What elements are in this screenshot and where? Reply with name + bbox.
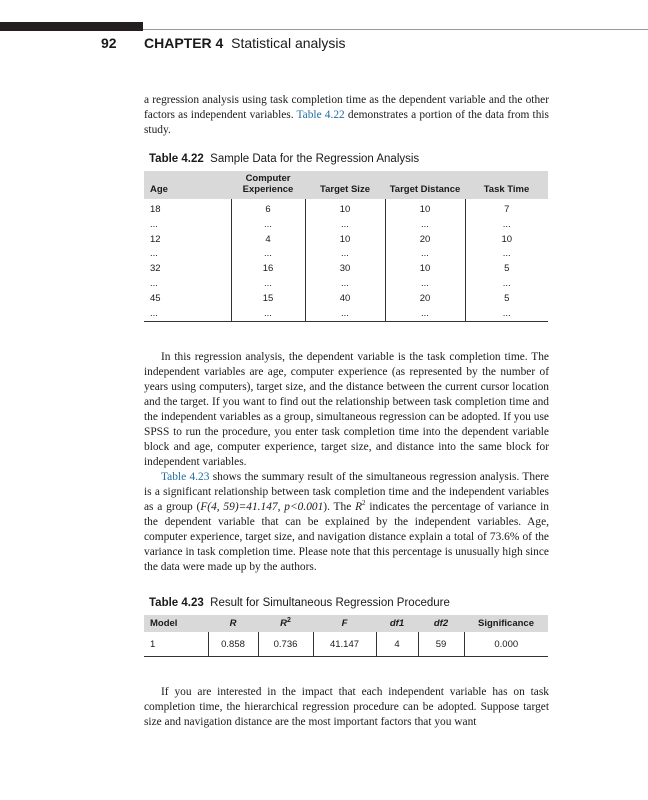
table-row [144, 277, 548, 292]
column-header: Age [144, 171, 231, 199]
cell: ... [305, 218, 385, 233]
cell: 12 [150, 233, 161, 245]
cell: 6 [231, 199, 305, 218]
cell: 0.858 [208, 632, 258, 657]
cell: 10 [385, 262, 465, 277]
cell: 20 [385, 292, 465, 307]
table-4-23-link[interactable]: Table 4.23 [161, 471, 210, 483]
column-header [208, 615, 258, 632]
table-row [144, 199, 548, 218]
cell: 5 [465, 262, 548, 277]
cell: 1 [144, 632, 208, 657]
chapter-title: Statistical analysis [231, 35, 346, 51]
caption-text: Result for Simultaneous Regression Procedure [210, 597, 450, 609]
cell: ... [385, 307, 465, 322]
cell: 32 [150, 263, 161, 275]
cell: 10 [305, 233, 385, 248]
table-row [144, 292, 548, 307]
cell: ... [305, 277, 385, 292]
column-header: Task Time [465, 171, 548, 199]
cell: ... [465, 277, 548, 292]
page-number: 92 [101, 35, 117, 51]
superscript: 2 [362, 499, 366, 508]
table-row [144, 247, 548, 262]
header-f: F [341, 618, 348, 629]
cell: ... [150, 248, 158, 260]
stat-span: F(4, 59)=41.147, p<0.001 [200, 501, 324, 513]
paragraph-1: In this regression analysis, the dependent variable is the task completion time. The independent variables are age, computer experience (as represented by the number of years using computers), target size, and the distance between the current cursor location and the target. If you want to find out the relationship between task completion time and the independent variables as a group, simultaneous regression can be adopted. If you use SPSS to run the procedure, you enter task completion time into the dependent variable block and age, computer experience, target size, and distance into the same block for independent variables. [144, 351, 549, 468]
table-row [144, 307, 548, 322]
superscript: 2 [286, 616, 291, 624]
cell: 16 [231, 262, 305, 277]
cell: ... [385, 277, 465, 292]
header-bar [0, 22, 143, 31]
closing-text [144, 685, 549, 730]
cell: 59 [418, 632, 464, 657]
caption-number: Table 4.22 [149, 153, 204, 165]
column-header: Significance [464, 615, 548, 632]
table-4-23-caption [149, 597, 450, 609]
cell: 15 [231, 292, 305, 307]
cell: 10 [385, 199, 465, 218]
table-4-22 [144, 171, 548, 322]
cell: 18 [150, 204, 161, 215]
column-header: Target Size [305, 171, 385, 199]
header-r2: R [280, 618, 287, 629]
chapter-label: CHAPTER 4 [144, 35, 224, 51]
cell: 4 [231, 233, 305, 248]
text-span: shows the summary result of the simultaneous regression analysis. There is a significant relationship between task completion time and the independent variables as a group ( [144, 471, 549, 513]
table-4-22-caption [149, 153, 419, 165]
cell: 30 [305, 262, 385, 277]
table-row [144, 632, 548, 657]
caption-text: Sample Data for the Regression Analysis [210, 153, 420, 165]
cell: ... [465, 218, 548, 233]
cell: ... [144, 307, 231, 322]
paragraph-2 [144, 470, 549, 575]
cell: ... [385, 218, 465, 233]
cell: ... [150, 277, 158, 289]
column-header [376, 615, 418, 632]
cell: 41.147 [313, 632, 376, 657]
column-header [313, 615, 376, 632]
table-row [144, 233, 548, 248]
cell: 40 [305, 292, 385, 307]
header-df2: df2 [433, 618, 449, 629]
table-row [144, 262, 548, 277]
chapter-heading [144, 35, 346, 51]
text-span: ). The [323, 501, 356, 513]
body-text [144, 350, 549, 575]
column-header [258, 615, 313, 632]
header-rule [143, 29, 648, 30]
cell: ... [385, 247, 465, 262]
cell: 10 [465, 233, 548, 248]
cell: ... [150, 218, 158, 230]
column-header: Computer Experience [231, 171, 305, 199]
header-r: R [229, 618, 237, 629]
text-span: indicates the percentage of variance in the dependent variable that can be explained by the independent variables. Age, computer experience, target size, and navigation distance explain a total of 73.6% of the variance in task completion time. Please note that this percentage is unusually high since the data were made up by the authors. [144, 501, 550, 573]
cell: 5 [465, 292, 548, 307]
table-4-23 [144, 615, 548, 657]
cell: ... [231, 247, 305, 262]
header-df1: df1 [389, 618, 405, 629]
cell: ... [305, 307, 385, 322]
cell: ... [465, 307, 548, 322]
cell: 0.736 [258, 632, 313, 657]
cell: 45 [150, 292, 161, 304]
intro-text-2: demonstrates a portion of the data from this study. [144, 109, 549, 136]
table-row [144, 218, 548, 233]
cell: ... [465, 247, 548, 262]
column-header: Model [144, 615, 208, 632]
table-4-22-link[interactable]: Table 4.22 [296, 109, 345, 121]
column-header [418, 615, 464, 632]
cell: 0.000 [464, 632, 548, 657]
column-header: Target Distance [385, 171, 465, 199]
cell: ... [231, 307, 305, 322]
paragraph-3: If you are interested in the impact that each independent variable has on task completion time, the hierarchical regression procedure can be adopted. Suppose target size and navigation distance are the most important factors that you want [144, 686, 549, 728]
cell: 20 [385, 233, 465, 248]
cell: 10 [305, 199, 385, 218]
cell: ... [305, 247, 385, 262]
cell: ... [231, 277, 305, 292]
cell: 4 [376, 632, 418, 657]
intro-paragraph [144, 93, 549, 138]
r-symbol: R [355, 501, 363, 513]
cell: 7 [465, 199, 548, 218]
caption-number: Table 4.23 [149, 597, 204, 609]
cell: ... [231, 218, 305, 233]
intro-text-1: a regression analysis using task completion time as the dependent variable and the other factors as independent variables. [144, 94, 549, 121]
